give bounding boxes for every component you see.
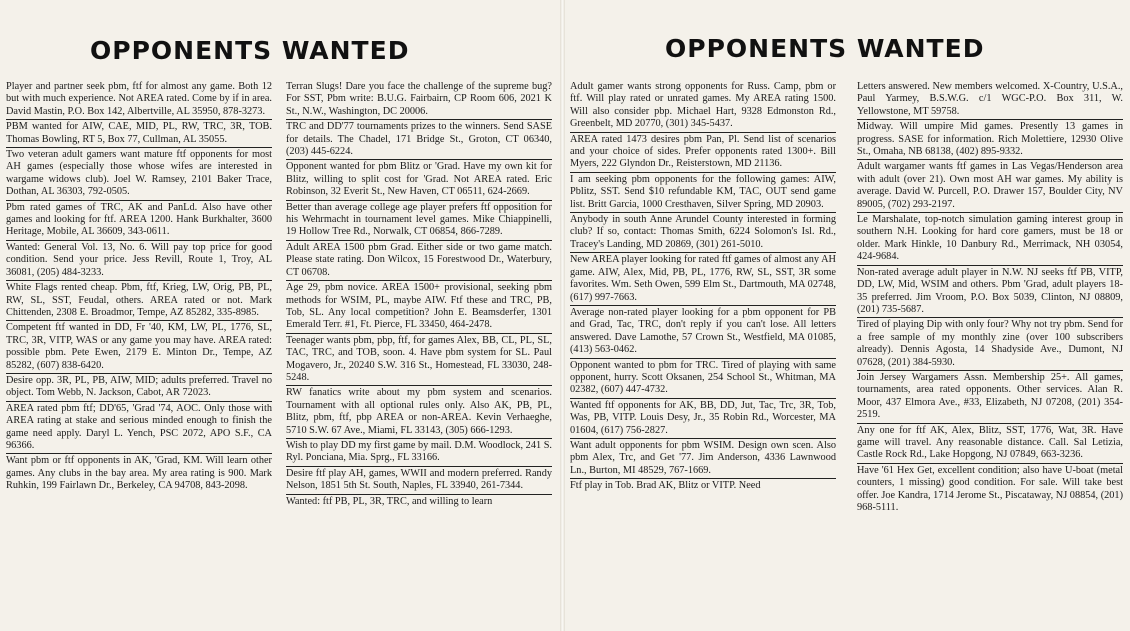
classified-ad: Anybody in south Anne Arundel County interested in forming club? If so, contact: Thomas Smith, 6224 Solomon's Isl. Rd., Tracey's Landing, MD 20869, (301) 261-5010.	[570, 213, 836, 253]
classified-ad: Letters answered. New members welcomed. X-Country, U.S.A., Paul Yarmey, B.S.W.G. c/1 WGC-P.O. Box 311, W. Yellowstone, MT 59758.	[857, 80, 1123, 120]
ad-column-1	[6, 80, 272, 628]
classified-ad: Wanted ftf opponents for AK, BB, DD, Jut, Tac, Trc, 3R, Tob, Was, PB, VITP. Louis Desy, Jr., 35 Robin Rd., Worcester, MA 01604, (617) 756-2827.	[570, 399, 836, 439]
classified-ad: Pbm rated games of TRC, AK and PanLd. Also have other games and looking for ftf. AREA 1200. Hank Burkhalter, 3600 Heritage, Mobile, AL 36609, 343-0611.	[6, 201, 272, 241]
classified-ad: PBM wanted for AIW, CAE, MID, PL, RW, TRC, 3R, TOB. Thomas Bowling, RT 5, Box 77, Cullman, AL 35055.	[6, 120, 272, 148]
ad-column-4	[857, 80, 1123, 628]
classified-ad: Want adult opponents for pbm WSIM. Design own scen. Also pbm Alex, Trc, and Get '77. Jim Anderson, 4336 Lawnwood Ln., Burton, MI 48529, 767-1669.	[570, 439, 836, 479]
classified-ad: Have '61 Hex Get, excellent condition; also have U-boat (metal counters, 1 missing) good condition. For sale. Will take best offer. Joe Kandra, 1714 Jerome St., Piscataway, NJ 08854, (201) 968-5111.	[857, 464, 1123, 513]
classified-ad: Opponent wanted to pbm for TRC. Tired of playing with same opponent, hurry. Scott Oksanen, 254 School St., Whitman, MA 02382, (607) 447-4732.	[570, 359, 836, 399]
classified-ad: Adult gamer wants strong opponents for Russ. Camp, pbm or ftf. Will play rated or unrated games. My AREA rating 1500. Will also consider pbp. Michael Hart, 9328 Edmonston Rd., Greenbelt, MD 20770, (301) 345-5437.	[570, 80, 836, 133]
ad-column-2	[286, 80, 552, 628]
classified-ad: Le Marshalate, top-notch simulation gaming interest group in southern N.H. Looking for hard core gamers, must be 18 or older. Mark Hinkle, 10 Danbury Rd., Merrimack, NH 03054, 424-9684.	[857, 213, 1123, 266]
classified-ad: Teenager wants pbm, pbp, ftf, for games Alex, BB, CL, PL, SL, TAC, TRC, and TOB, soon. 4. Have pbm system for SL. Paul Mogavero, Jr., 20240 S.W. 316 St., Homestead, FL 33030, 248-5248.	[286, 334, 552, 387]
classified-ad: White Flags rented cheap. Pbm, ftf, Krieg, LW, Orig, PB, PL, RW, SL, SST, Feudal, others. AREA rated or not. Mark Chittenden, 2308 E. Broadmor, Tempe, AZ 85282, 335-8985.	[6, 281, 272, 321]
left-page	[0, 0, 560, 631]
classified-ad: Competent ftf wanted in DD, Fr '40, KM, LW, PL, 1776, SL, TRC, 3R, VITP, WAS or any game you may have. AREA rated: possible pbm. Pete Ewen, 2179 E. Minton Dr., Tempe, AZ 85282, (607) 838-6420.	[6, 321, 272, 374]
classified-ad: Any one for ftf AK, Alex, Blitz, SST, 1776, Wat, 3R. Have game will travel. Any reasonable distance. Call. Sal Letizia, Castle Rock Rd., Lake Hopgong, NJ 07849, 663-3236.	[857, 424, 1123, 464]
classified-ad: I am seeking pbm opponents for the following games: AIW, Pblitz, SST. Send $10 refundable KM, TAC, OUT send game list. Britt Garcia, 1000 Cresthaven, Silver Spring, MD 20903.	[570, 173, 836, 213]
classified-ad: Wanted: General Vol. 13, No. 6. Will pay top price for good condition. Send your price. Jess Revill, Route 1, Troy, AL 36081, (205) 484-3233.	[6, 241, 272, 281]
classified-ad: Age 29, pbm novice. AREA 1500+ provisional, seeking pbm methods for WSIM, PL, maybe AIW. Ftf these and TRC, PB, Tob, SL. Any local competition? John E. Beamsderfer, 1301 Emerald Terr. #1, Ft. Pierce, FL 33450, 464-2478.	[286, 281, 552, 334]
classified-ad: Two veteran adult gamers want mature ftf opponents for most AH games (especially those whose wifes are interested in wargame widows club). Joel W. Ramsey, 2101 Baker Trace, Dothan, AL 36303, 792-0505.	[6, 148, 272, 201]
classified-ad: Adult wargamer wants ftf games in Las Vegas/Henderson area with adult (over 21). Own most AH war games. My ability is average. David W. Purcell, P.O. Drawer 157, Boulder City, NV 89005, (702) 293-2197.	[857, 160, 1123, 213]
classified-ad: New AREA player looking for rated ftf games of almost any AH game. AIW, Alex, Mid, PB, PL, 1776, RW, SL, SST, 3R some favorites. Wm. Seth Owen, 599 Elm St., Dartmouth, MA 02748, (617) 997-7663.	[570, 253, 836, 306]
classified-ad: Join Jersey Wargamers Assn. Membership 25+. All games, tournaments, area rated opponents. Other services. Alan R. Moor, 437 Elmora Ave., #33, Elizabeth, NJ 07208, (201) 354-2519.	[857, 371, 1123, 424]
classified-ad: Desire opp. 3R, PL, PB, AIW, MID; adults preferred. Travel no object. Tom Webb, N. Jackson, Cabot, AR 72023.	[6, 374, 272, 402]
classified-ad: Want pbm or ftf opponents in AK, 'Grad, KM. Will learn other games. Any clubs in the bay area. My area rating is 900. Mark Ruhkin, 199 Fairlawn Dr., Berkeley, CA 94708, 843-2098.	[6, 455, 272, 492]
page-title: OPPONENTS WANTED	[90, 36, 410, 65]
classified-ad: Midway. Will umpire Mid games. Presently 13 games in progress. SASE for information. Rich Molettiere, 12930 Olive St., Omaha, NB 68138, (402) 895-9332.	[857, 120, 1123, 160]
classified-ad: Wish to play DD my first game by mail. D.M. Woodlock, 241 S. Ryl. Ponciana, Mia. Sprg., FL 33166.	[286, 439, 552, 467]
classified-ad: Terran Slugs! Dare you face the challenge of the supreme bug? For SST, Pbm write: B.U.G. Fairbairn, CP Room 606, 2021 K St., N.W., Washington, DC 20006.	[286, 80, 552, 120]
page-title: OPPONENTS WANTED	[665, 34, 985, 63]
classified-ad: Better than average college age player prefers ftf opposition for his Wehrmacht in tournament level games. Mike Chiappinelli, 19 Hollow Tree Rd., Norwalk, CT 06854, 866-7289.	[286, 201, 552, 241]
classified-ad: AREA rated pbm ftf; DD'65, 'Grad '74, AOC. Only those with AREA rating at stake and serious minded enough to finish the game need apply. Daryl L. Yench, PSC 2072, APO S.F., CA 96366.	[6, 402, 272, 455]
classified-ad: Opponent wanted for pbm Blitz or 'Grad. Have my own kit for Blitz, willing to split cost for 'Grad. Not AREA rated. Eric Robinson, 32 Everit St., New Haven, CT 06511, 624-2669.	[286, 160, 552, 200]
classified-ad: Player and partner seek pbm, ftf for almost any game. Both 12 but with much experience. Not AREA rated. Come by if in area. David Mastin, P.O. Box 142, Albertville, AL 35950, 878-3273.	[6, 80, 272, 120]
classified-ad: Ftf play in Tob. Brad AK, Blitz or VITP. Need	[570, 480, 761, 492]
classified-ad: Average non-rated player looking for a pbm opponent for PB and Grad, Tac, TRC, don't reply if you can't lose. All letters answered. Dave Lamothe, 57 Crown St., Westfield, MA 01085, (413) 563-0462.	[570, 306, 836, 359]
classified-ad: RW fanatics write about my pbm system and scenarios. Tournament with all optional rules only. Also AK, PB, PL, Blitz, pbm, ftf, pbp AREA or non-AREA. Kevin Verhaeghe, 5710 S.W. 67 Ave., Miami, FL 33143, (305) 666-1293.	[286, 386, 552, 439]
classified-ad: Desire ftf play AH, games, WWII and modern preferred. Randy Nelson, 1851 5th St. South, Naples, FL 33940, 261-7344.	[286, 467, 552, 495]
ad-column-3	[570, 80, 836, 628]
classified-ad: Wanted: ftf PB, PL, 3R, TRC, and willing to learn	[286, 495, 493, 507]
classified-ad: AREA rated 1473 desires pbm Pan, Pl. Send list of scenarios and your choice of sides. Prefer opponents rated 1300+. Bill Myers, 222 Glyndon Dr., Reisterstown, MD 21136.	[570, 133, 836, 173]
right-page	[565, 0, 1130, 631]
classified-ad: Tired of playing Dip with only four? Why not try pbm. Send for a free sample of my monthly zine (over 100 subscribers already). Dennis Agosta, 14 Shadyside Ave., Dumont, NJ 07628, (201) 384-5930.	[857, 318, 1123, 371]
classified-ad: Adult AREA 1500 pbm Grad. Either side or two game match. Please state rating. Don Wilcox, 15 Forestwood Dr., Waterbury, CT 06708.	[286, 241, 552, 281]
classified-ad: Non-rated average adult player in N.W. NJ seeks ftf PB, VITP, DD, LW, Mid, WSIM and others. Pbm 'Grad, adult players 18-35 preferred. Jim Vroom, P.O. Box 5039, Clinton, NJ 08809, (201) 735-5687.	[857, 266, 1123, 319]
classified-ad: TRC and DD'77 tournaments prizes to the winners. Send SASE for details. The Chadel, 171 Bridge St., Groton, CT 06340, (203) 445-6224.	[286, 120, 552, 160]
